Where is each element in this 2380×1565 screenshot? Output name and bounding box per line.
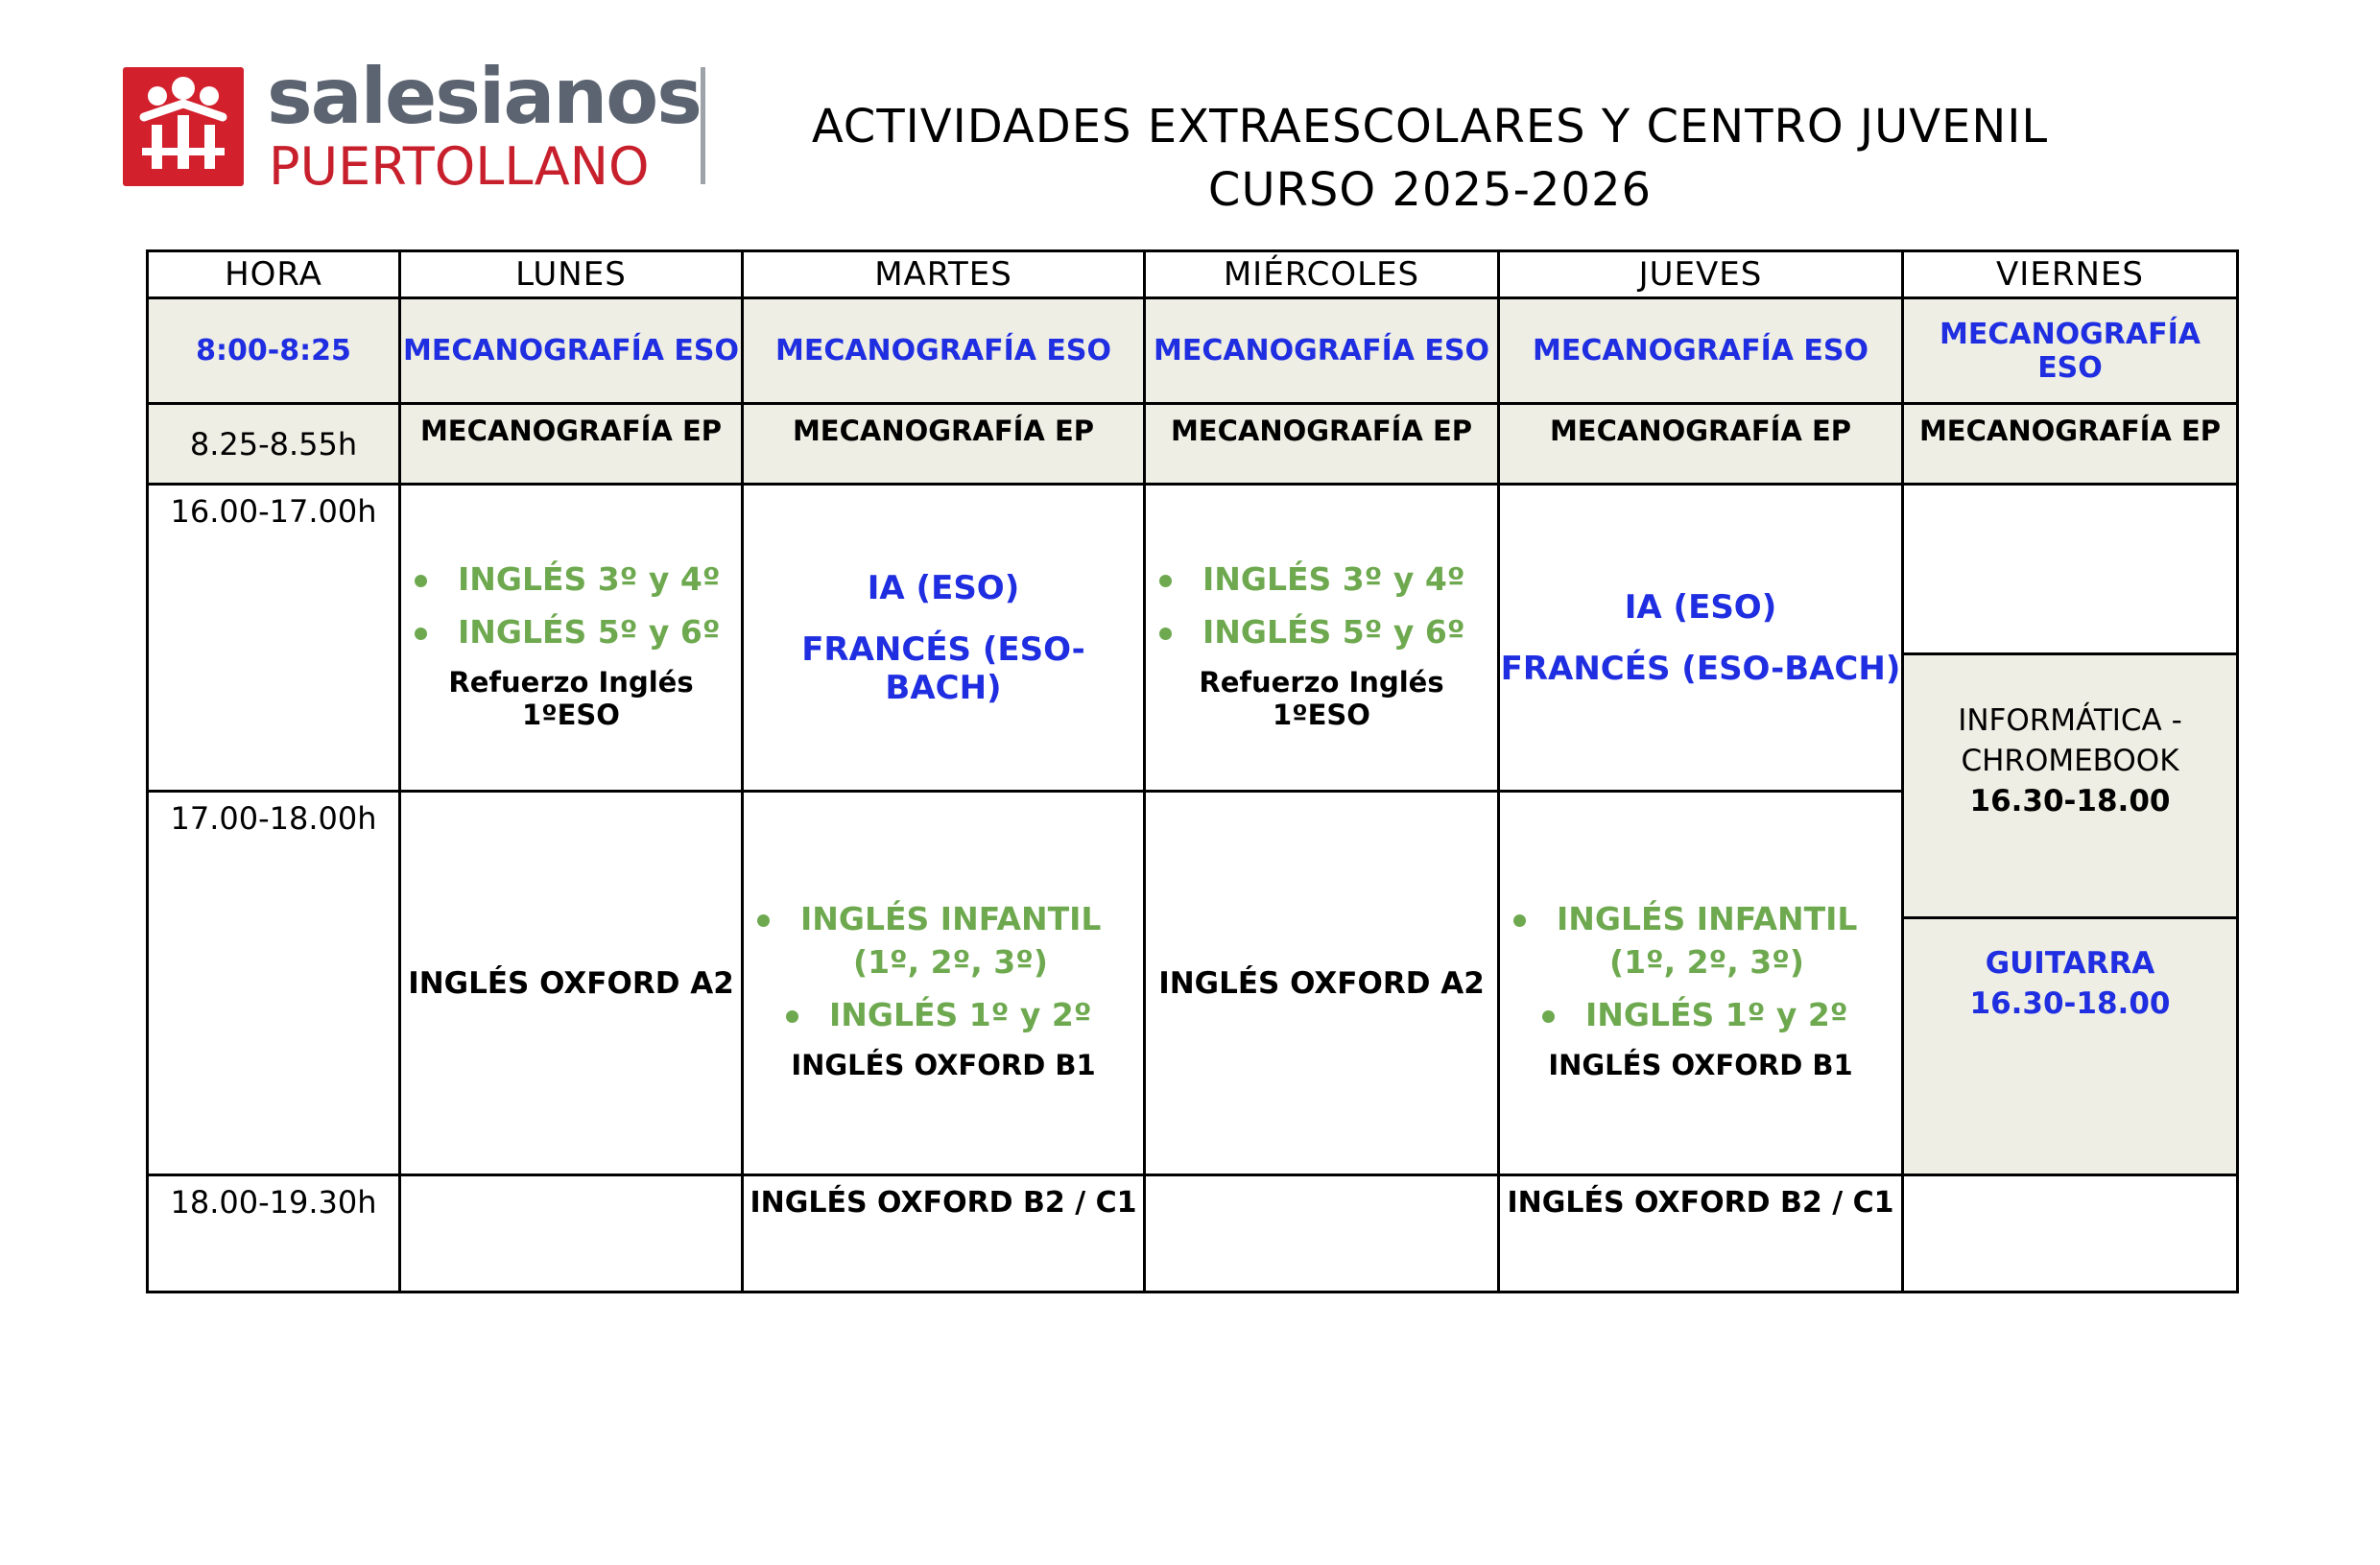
list-item: INGLÉS INFANTIL bbox=[1500, 900, 1901, 937]
hour-cell: 8:00-8:25 bbox=[148, 298, 400, 404]
schedule-cell bbox=[400, 485, 743, 792]
activity-time: 16.30-18.00 bbox=[1969, 784, 2171, 818]
hour-cell: 8.25-8.55h bbox=[148, 404, 400, 485]
schedule-cell bbox=[1499, 485, 1903, 792]
schedule-cell: MECANOGRAFÍA ESO bbox=[1499, 298, 1903, 404]
activity-text: IA (ESO) bbox=[1624, 587, 1777, 627]
activity-text: Refuerzo Inglés 1ºESO bbox=[1199, 665, 1444, 731]
bullet-icon bbox=[1542, 1010, 1555, 1023]
schedule-cell: MECANOGRAFÍA ESO bbox=[743, 298, 1145, 404]
bullet-icon bbox=[415, 628, 427, 640]
bullet-icon bbox=[1159, 575, 1172, 587]
list-item: INGLÉS 3º y 4º bbox=[1146, 560, 1497, 598]
header-lunes: LUNES bbox=[400, 251, 743, 298]
bullet-icon bbox=[1159, 628, 1172, 640]
bullet-icon bbox=[415, 575, 427, 587]
schedule-cell-empty bbox=[1903, 1175, 2238, 1292]
schedule-cell-empty bbox=[1145, 1175, 1499, 1292]
schedule-cell: MECANOGRAFÍA ESO bbox=[1145, 298, 1499, 404]
schedule-cell: INGLÉS OXFORD B2 / C1 bbox=[1499, 1175, 1903, 1292]
header-viernes: VIERNES bbox=[1903, 251, 2238, 298]
schedule-cell: MECANOGRAFÍA EP bbox=[400, 404, 743, 485]
schedule-cell bbox=[1903, 918, 2238, 1175]
table-row bbox=[148, 485, 2238, 654]
header-miercoles: MIÉRCOLES bbox=[1145, 251, 1499, 298]
list-item-continuation: (1º, 2º, 3º) bbox=[853, 943, 1048, 981]
salesianos-emblem-icon bbox=[123, 67, 244, 186]
schedule-cell bbox=[1499, 792, 1903, 1175]
schedule-cell: MECANOGRAFÍA ESO bbox=[400, 298, 743, 404]
activity-text: FRANCÉS (ESO-BACH) bbox=[1500, 649, 1901, 688]
activity-text: INGLÉS OXFORD B1 bbox=[791, 1049, 1096, 1081]
header-martes: MARTES bbox=[743, 251, 1145, 298]
salesianos-logo bbox=[123, 52, 718, 197]
header-jueves: JUEVES bbox=[1499, 251, 1903, 298]
schedule-cell bbox=[743, 792, 1145, 1175]
list-item: INGLÉS 5º y 6º bbox=[1146, 613, 1497, 651]
hour-cell: 16.00-17.00h bbox=[148, 485, 400, 792]
activity-text: FRANCÉS (ESO-BACH) bbox=[801, 629, 1085, 707]
list-item: INGLÉS 1º y 2º bbox=[744, 996, 1143, 1033]
schedule-cell: INGLÉS OXFORD A2 bbox=[400, 792, 743, 1175]
hour-cell: 18.00-19.30h bbox=[148, 1175, 400, 1292]
hour-cell: 17.00-18.00h bbox=[148, 792, 400, 1175]
list-item: INGLÉS 5º y 6º bbox=[401, 613, 741, 651]
list-item-continuation: (1º, 2º, 3º) bbox=[1609, 943, 1804, 981]
activity-text: Refuerzo Inglés 1ºESO bbox=[448, 665, 694, 731]
schedule-cell bbox=[1903, 654, 2238, 918]
schedule-cell-empty bbox=[1903, 485, 2238, 654]
bullet-icon bbox=[1513, 914, 1526, 927]
schedule-cell: MECANOGRAFÍA EP bbox=[1145, 404, 1499, 485]
table-row bbox=[148, 404, 2238, 485]
header-hora: HORA bbox=[148, 251, 400, 298]
table-row bbox=[148, 1175, 2238, 1292]
table-row bbox=[148, 298, 2238, 404]
activity-text: GUITARRA bbox=[1985, 946, 2155, 981]
schedule-cell: MECANOGRAFÍA EP bbox=[1499, 404, 1903, 485]
activity-text: INGLÉS OXFORD B1 bbox=[1548, 1049, 1853, 1081]
schedule-cell-empty bbox=[400, 1175, 743, 1292]
logo-name: salesianos bbox=[267, 52, 701, 141]
activity-time: 16.30-18.00 bbox=[1969, 986, 2171, 1021]
bullet-icon bbox=[786, 1010, 798, 1023]
header-row bbox=[148, 251, 2238, 298]
activity-text: IA (ESO) bbox=[867, 568, 1020, 607]
schedule-cell: INGLÉS OXFORD A2 bbox=[1145, 792, 1499, 1175]
list-item: INGLÉS 3º y 4º bbox=[401, 560, 741, 598]
schedule-table bbox=[146, 249, 2239, 1293]
list-item: INGLÉS 1º y 2º bbox=[1500, 996, 1901, 1033]
schedule-cell bbox=[743, 485, 1145, 792]
page-title: ACTIVIDADES EXTRAESCOLARES Y CENTRO JUVENIL bbox=[811, 100, 2049, 154]
logo-city: PUERTOLLANO bbox=[269, 136, 650, 197]
schedule-cell bbox=[1145, 485, 1499, 792]
activity-text: CHROMEBOOK bbox=[1961, 744, 2179, 778]
schedule-cell: MECANOGRAFÍA EP bbox=[743, 404, 1145, 485]
schedule-cell: MECANOGRAFÍA EP bbox=[1903, 404, 2238, 485]
activity-text: INFORMÁTICA - bbox=[1958, 703, 2182, 738]
page-subtitle: CURSO 2025-2026 bbox=[1207, 163, 1653, 217]
schedule-cell: MECANOGRAFÍA ESO bbox=[1903, 298, 2238, 404]
list-item: INGLÉS INFANTIL bbox=[744, 900, 1143, 937]
schedule-cell: INGLÉS OXFORD B2 / C1 bbox=[743, 1175, 1145, 1292]
bullet-icon bbox=[757, 914, 770, 927]
